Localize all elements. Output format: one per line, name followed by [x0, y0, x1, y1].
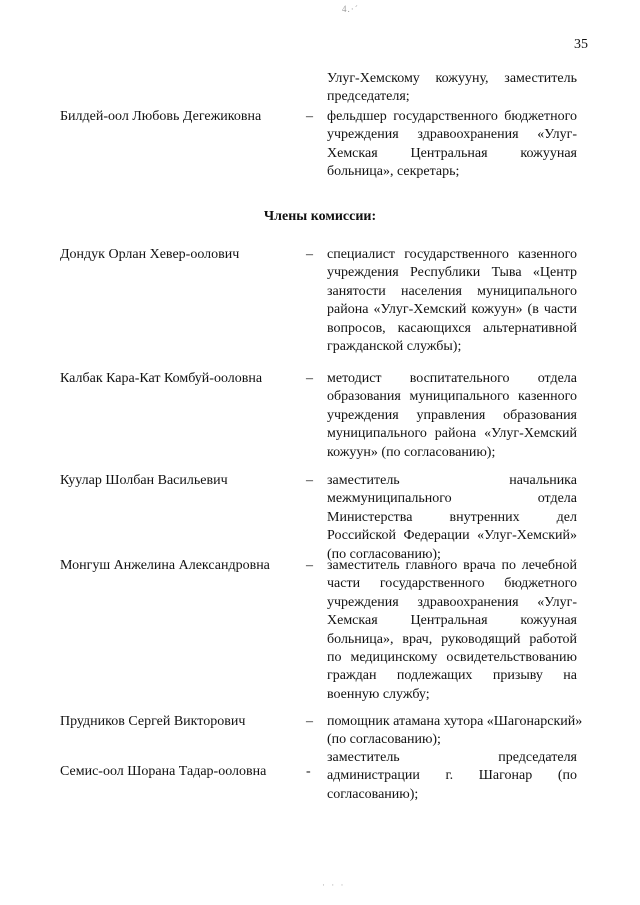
dash: – [306, 371, 313, 386]
dash: – [306, 247, 313, 262]
dash: - [306, 764, 311, 779]
member-name: Калбак Кара-Кат Комбуй-ооловна [60, 371, 263, 386]
member-desc: заместитель начальника межмуниципального отдела Министерства внутренних дел Российской Федерации «Улуг-Хемский» (по согласованию); [327, 473, 577, 562]
member-desc: помощник атамана хутора «Шагонарский» (по согласованию); [327, 714, 583, 748]
member-name: Дондук Орлан Хевер-оолович [60, 247, 240, 262]
dash: – [306, 714, 313, 729]
secretary-desc: фельдшер государственного бюджетного учреждения здравоохранения «Улуг-Хемская Центральная кожууная больница», секретарь; [327, 109, 577, 180]
scan-mark-bottom: · · · [322, 880, 346, 890]
member-desc: методист воспитательного отдела образования муниципального казенного учреждения управления образования муниципального района «Улуг-Хемский кожуун» (по согласованию); [327, 371, 577, 460]
secretary-name: Билдей-оол Любовь Дегежиковна [60, 109, 262, 124]
member-name: Куулар Шолбан Васильевич [60, 473, 228, 488]
member-name: Монгуш Анжелина Александровна [60, 558, 270, 573]
section-title: Члены комиссии: [263, 209, 377, 224]
dash: – [306, 558, 313, 573]
member-desc: специалист государственного казенного учреждения Республики Тыва «Центр занятости населения муниципального района «Улуг-Хемский кожуун» (в части вопросов, касающихся альтернативной гражданской службы); [327, 247, 577, 355]
page-number: 35 [574, 37, 588, 52]
intro-text: Улуг-Хемскому кожууну, заместитель председателя; [327, 71, 577, 105]
scan-mark: 4.·´ [342, 4, 359, 14]
member-name: Прудников Сергей Викторович [60, 714, 246, 729]
member-desc: заместитель председателя администрации г. Шагонар (по согласованию); [327, 750, 577, 802]
dash: – [306, 109, 313, 124]
dash: – [306, 473, 313, 488]
member-name: Семис-оол Шорана Тадар-ооловна [60, 764, 267, 779]
member-desc: заместитель главного врача по лечебной части государственного бюджетного учреждения здравоохранения «Улуг-Хемская Центральная кожууная больница», врач, руководящий работой по медицинскому освидетельствованию граждан подлежащих призыву на военную службу; [327, 558, 577, 702]
